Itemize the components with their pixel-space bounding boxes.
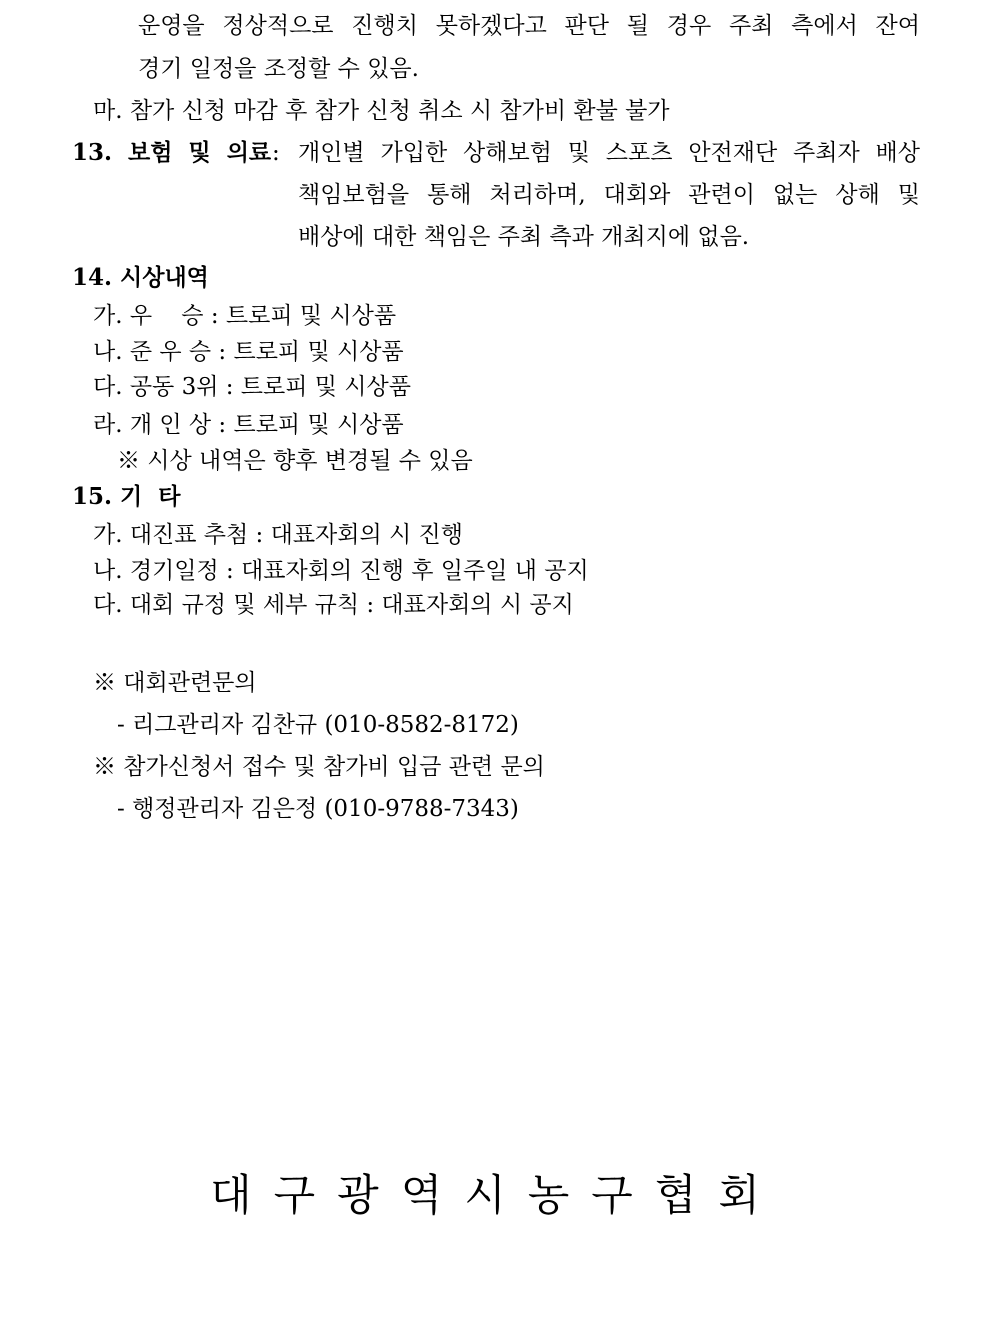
section-13-line-2: 책임보험을 통해 처리하며, 대회와 관련이 없는 상해 및	[298, 182, 920, 208]
award-item-individual: 라. 개 인 상 : 트로피 및 시상품	[93, 412, 404, 438]
award-item-runner-up: 나. 준 우 승 : 트로피 및 시상품	[93, 339, 404, 365]
award-note: ※ 시상 내역은 향후 변경될 수 있음	[117, 448, 473, 474]
other-item-rules: 다. 대회 규정 및 세부 규칙 : 대표자회의 시 공지	[93, 592, 574, 618]
item-ma: 마. 참가 신청 마감 후 참가 신청 취소 시 참가비 환불 불가	[93, 98, 670, 124]
award-item-joint-third: 다. 공동 3위 : 트로피 및 시상품	[93, 374, 411, 400]
section-13-heading: 13. 보험 및 의료	[72, 139, 272, 166]
other-item-draw: 가. 대진표 추첨 : 대표자회의 시 진행	[93, 522, 463, 548]
organization-name: 대구광역시농구협회	[210, 1171, 782, 1221]
other-item-schedule: 나. 경기일정 : 대표자회의 진행 후 일주일 내 공지	[93, 558, 589, 584]
section-13-colon: :	[272, 140, 280, 166]
continued-text-line-2: 경기 일정을 조정할 수 있음.	[138, 56, 419, 82]
award-item-champion: 가. 우 승 : 트로피 및 시상품	[93, 303, 397, 329]
contact-league-person: - 리그관리자 김찬규 (010-8582-8172)	[117, 712, 519, 738]
contact-admin-title: ※ 참가신청서 접수 및 참가비 입금 관련 문의	[93, 754, 545, 780]
section-15-heading: 15. 기 타	[72, 483, 181, 510]
contact-admin-person: - 행정관리자 김은정 (010-9788-7343)	[117, 796, 519, 822]
continued-text-line-1: 운영을 정상적으로 진행치 못하겠다고 판단 될 경우 주최 측에서 잔여	[138, 13, 920, 39]
section-14-heading: 14. 시상내역	[72, 264, 209, 291]
section-13-line-1: 개인별 가입한 상해보험 및 스포츠 안전재단 주최자 배상	[298, 140, 920, 166]
contact-league-title: ※ 대회관련문의	[93, 670, 257, 696]
section-13-line-3: 배상에 대한 책임은 주최 측과 개최지에 없음.	[298, 224, 750, 250]
